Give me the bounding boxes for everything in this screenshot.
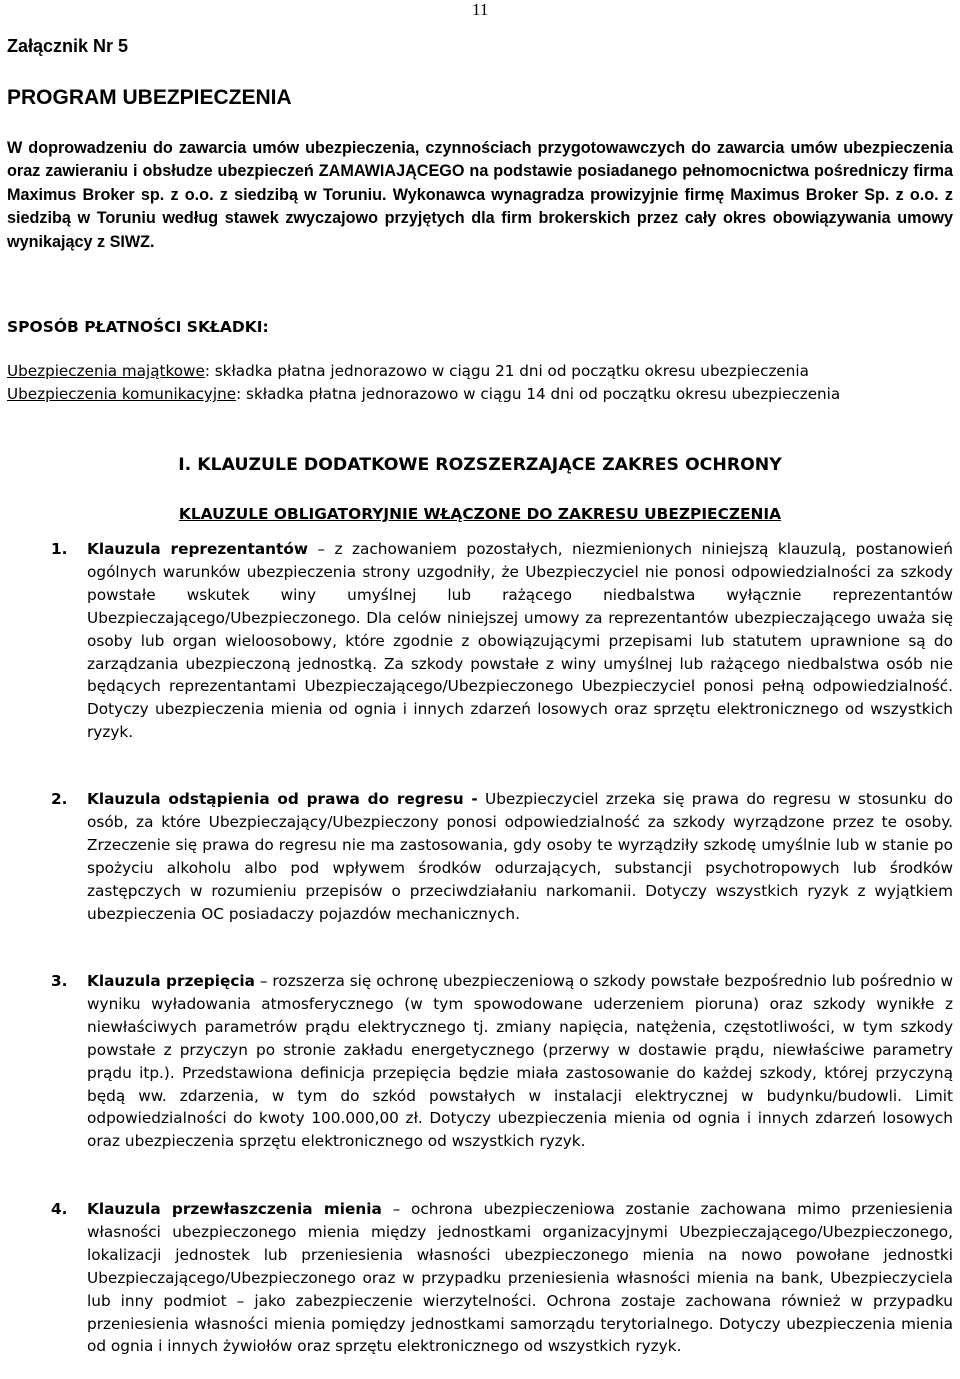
clause-name: Klauzula odstąpienia od prawa do regresu - [87, 790, 478, 808]
section-subtitle: KLAUZULE OBLIGATORYJNIE WŁĄCZONE DO ZAKRESU UBEZPIECZENIA [178, 505, 782, 523]
payment-heading: SPOSÓB PŁATNOŚCI SKŁADKI: [7, 318, 269, 336]
clause-item [51, 538, 953, 744]
page-title: PROGRAM UBEZPIECZENIA [7, 86, 292, 109]
clause-number: 2. [51, 790, 68, 808]
payment-line-text: : składka płatna jednorazowo w ciągu 21 dni od początku okresu ubezpieczenia [204, 362, 809, 380]
clause-name: Klauzula przewłaszczenia mienia [87, 1200, 382, 1218]
clause-item [51, 788, 953, 925]
intro-paragraph: W doprowadzeniu do zawarcia umów ubezpieczenia, czynnościach przygotowawczych do zawarcia umów ubezpieczenia oraz zawieraniu i obsłudze ubezpieczeń ZAMAWIAJĄCEGO na podstawie posiadanego pełnomocnictwa pośredniczy firma Maximus Broker sp. z o.o. z siedzibą w Toruniu. Wykonawca wynagradza prowizyjnie firmę Maximus Broker Sp. z o.o. z siedzibą w Toruniu według stawek zwyczajowo przyjętych dla firm brokerskich przez cały okres obowiązywania umowy wynikający z SIWZ. [7, 139, 953, 251]
payment-line-label: Ubezpieczenia komunikacyjne [7, 385, 237, 403]
payment-line-property [7, 362, 809, 380]
clause-number: 1. [51, 540, 68, 558]
clause-name: Klauzula reprezentantów [87, 540, 308, 558]
clause-text: Ubezpieczyciel zrzeka się prawa do regresu w stosunku do osób, za które Ubezpieczający/Ubezpieczony ponosi odpowiedzialność za szkody wyrządzone przez te osoby. Zrzeczenie się prawa do regresu nie ma zastosowania, gdy osoby te wyrządziły szkodę umyślnie lub w stanie po spożyciu alkoholu albo pod wpływem środków odurzających, substancji psychotropowych lub środków zastępczych w rozumieniu przepisów o przeciwdziałaniu narkomanii. Dotyczy wszystkich ryzyk z wyjątkiem ubezpieczenia OC posiadaczy pojazdów mechanicznych. [87, 790, 953, 923]
annex-label: Załącznik Nr 5 [7, 36, 129, 56]
clause-item [51, 970, 953, 1153]
page-number: 11 [472, 0, 489, 19]
clause-text: – rozszerza się ochronę ubezpieczeniową o szkody powstałe bezpośrednio lub pośrednio w wyniku wyładowania atmosferycznego (w tym spowodowane uderzeniem pioruna) oraz szkody wynikłe z niewłaściwych parametrów prądu elektrycznego tj. zmiany napięcia, natężenia, częstotliwości, w tym szkody powstałe z przyczyn po stronie zakładu energetycznego (przerwy w dostawie prądu, niewłaściwe parametry prądu itp.). Przedstawiona definicja przepięcia będzie miała zastosowanie do każdej szkody, której przyczyną będą ww. zdarzenia, w tym do szkód powstałych w instalacji elektrycznej w budynku/budowli. Limit odpowiedzialności do kwoty 100.000,00 zł. Dotyczy ubezpieczenia mienia od ognia i innych zdarzeń losowych oraz ubezpieczenia sprzętu elektronicznego od wszystkich ryzyk. [87, 972, 953, 1151]
clause-text: – z zachowaniem pozostałych, niezmienionych niniejszą klauzulą, postanowień ogólnych warunków ubezpieczenia strony uzgodniły, że Ubezpieczyciel nie ponosi odpowiedzialności za szkody powstałe wskutek winy umyślnej lub rażącego niedbalstwa wyłącznie reprezentantów Ubezpieczającego/Ubezpieczonego. Dla celów niniejszej umowy za reprezentantów ubezpieczającego uważa się osoby lub organ wieloosobowy, które zgodnie z obowiązującymi przepisami lub statutem uprawnione są do zarządzania ubezpieczoną jednostką. Za szkody powstałe z winy umyślnej lub rażącego niedbalstwa osób nie będących reprezentantami Ubezpieczającego/Ubezpieczonego Ubezpieczyciel ponosi pełną odpowiedzialność. Dotyczy ubezpieczenia mienia od ognia i innych zdarzeń losowych oraz sprzętu elektronicznego od wszystkich ryzyk. [87, 540, 953, 742]
clause-item [51, 1198, 953, 1358]
clause-number: 3. [51, 972, 68, 990]
payment-line-text: : składka płatna jednorazowo w ciągu 14 dni od początku okresu ubezpieczenia [236, 385, 841, 403]
clause-name: Klauzula przepięcia [87, 972, 255, 990]
payment-line-label: Ubezpieczenia majątkowe [7, 362, 205, 380]
section-title: I. KLAUZULE DODATKOWE ROZSZERZAJĄCE ZAKRES OCHRONY [178, 455, 782, 475]
clause-number: 4. [51, 1200, 68, 1218]
clause-text: – ochrona ubezpieczeniowa zostanie zachowana mimo przeniesienia własności ubezpieczonego mienia między jednostkami organizacyjnymi Ubezpieczającego/Ubezpieczonego, lokalizacji jednostek lub przeniesienia własności ubezpieczonego mienia na nowo powołane jednostki Ubezpieczającego/Ubezpieczonego oraz w przypadku przeniesienia własności mienia na bank, Ubezpieczyciela lub inny podmiot – jako zabezpieczenie wierzytelności. Ochrona zostaje zachowana również w przypadku przeniesienia własności mienia pomiędzy jednostkami samorządu terytorialnego. Dotyczy ubezpieczenia mienia od ognia i innych żywiołów oraz sprzętu elektronicznego od wszystkich ryzyk. [87, 1200, 953, 1356]
payment-line-vehicle [7, 385, 840, 403]
